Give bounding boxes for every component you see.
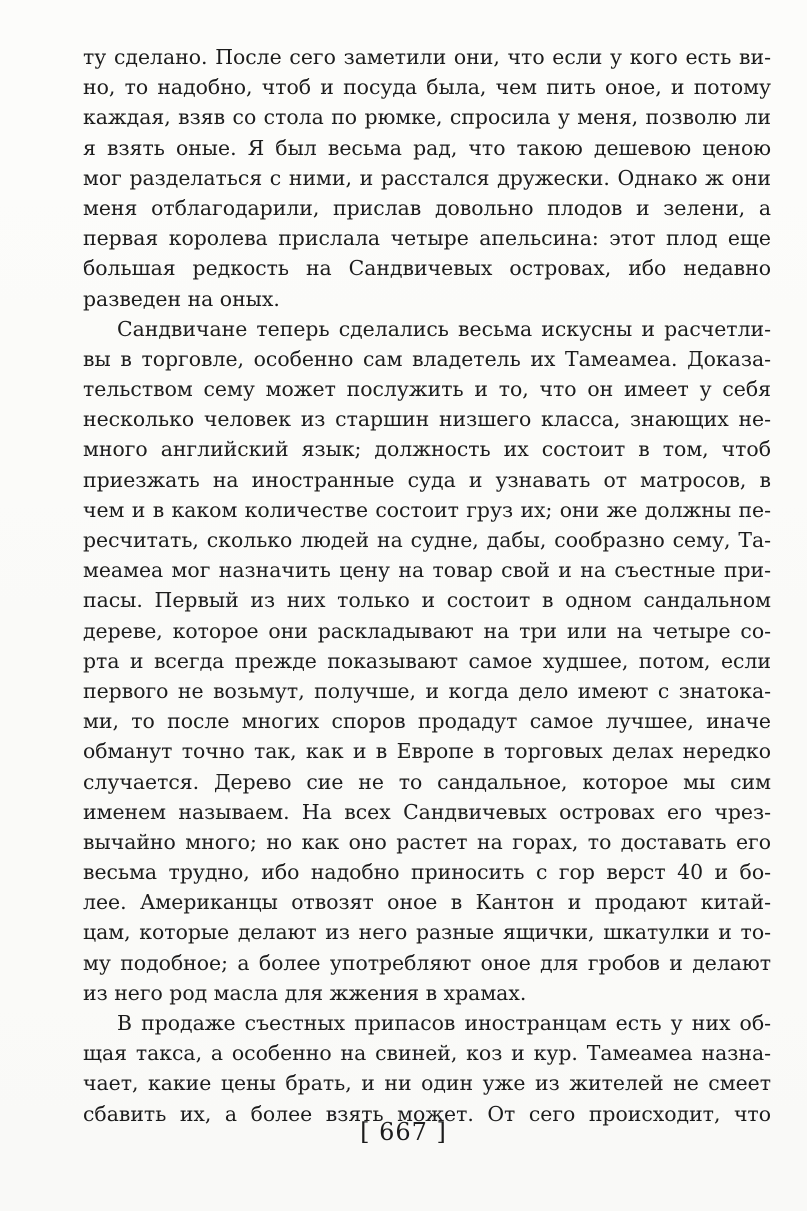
text-line: щая такса, а особенно на свиней, коз и кур. Тамеамеа назна- [83, 1041, 771, 1066]
text-line: но, то надобно, чтоб и посуда была, чем пить оное, и потому [83, 75, 771, 100]
text-line: именем называем. На всех Сандвичевых островах его чрез- [83, 799, 771, 824]
text-line: весьма трудно, ибо надобно приносить с гор верст 40 и бо- [83, 860, 771, 885]
text-line: я взять оные. Я был весьма рад, что такою дешевою ценою [83, 135, 771, 160]
text-line: ту сделано. После сего заметили они, что если у кого есть ви- [83, 45, 771, 69]
text-line: вычайно много; но как оно растет на горах, то доставать его [83, 829, 771, 854]
body-text [83, 42, 771, 1129]
text-line: вы в торговле, особенно сам владетель их Тамеамеа. Доказа- [83, 346, 771, 371]
text-line: пасы. Первый из них только и состоит в одном сандальном [83, 588, 771, 613]
text-line: несколько человек из старшин низшего класса, знающих не- [83, 407, 771, 432]
text-line: приезжать на иностранные суда и узнавать от матросов, в [83, 467, 771, 492]
paragraph-3 [83, 1008, 771, 1129]
text-line: цам, которые делают из него разные ящички, шкатулки и то- [83, 920, 771, 945]
text-line: случается. Дерево сие не то сандальное, которое мы сим [83, 769, 771, 794]
text-line: мог разделаться с ними, и расстался дружески. Однако ж они [83, 165, 771, 190]
text-line: большая редкость на Сандвичевых островах, ибо недавно [83, 256, 771, 281]
text-line: сбавить их, а более взять может. От сего происходит, что [83, 1101, 771, 1126]
text-line: чает, какие цены брать, и ни один уже из жителей не смеет [83, 1071, 771, 1096]
text-line: меня отблагодарили, прислав довольно плодов и зелени, а [83, 195, 771, 220]
text-line: ми, то после многих споров продадут самое лучшее, иначе [83, 709, 771, 734]
page-number: [ 667 ] [360, 1118, 447, 1146]
text-line: лее. Американцы отвозят оное в Кантон и продают китай- [83, 890, 771, 915]
text-line: Сандвичане теперь сделались весьма искусны и расчетли- [117, 316, 771, 341]
text-line: рта и всегда прежде показывают самое худшее, потом, если [83, 648, 771, 673]
text-line: меамеа мог назначить цену на товар свой и на съестные при- [83, 558, 771, 583]
text-line: тельством сему может послужить и то, что он имеет у себя [83, 377, 771, 402]
text-line: ресчитать, сколько людей на судне, дабы, сообразно сему, Та- [83, 528, 771, 552]
text-line: из него род масла для жжения в храмах. [83, 980, 527, 1005]
paragraph-2 [83, 314, 771, 1008]
text-line: каждая, взяв со стола по рюмке, спросила у меня, позволю ли [83, 105, 771, 130]
text-line: му подобное; а более употребляют оное для гробов и делают [83, 950, 771, 975]
paragraph-1 [83, 42, 771, 314]
text-line: много английский язык; должность их состоит в том, чтоб [83, 437, 771, 462]
text-line: первого не возьмут, получше, и когда дело имеют с знатока- [83, 678, 771, 703]
text-line: обманут точно так, как и в Европе в торговых делах нередко [83, 739, 771, 764]
text-line: первая королева прислала четыре апельсина: этот плод еще [83, 226, 771, 251]
text-line: чем и в каком количестве состоит груз их; они же должны пе- [83, 497, 771, 522]
text-line: разведен на оных. [83, 286, 280, 311]
text-line: В продаже съестных припасов иностранцам есть у них об- [117, 1011, 771, 1035]
text-line: дереве, которое они раскладывают на три или на четыре со- [83, 618, 771, 643]
